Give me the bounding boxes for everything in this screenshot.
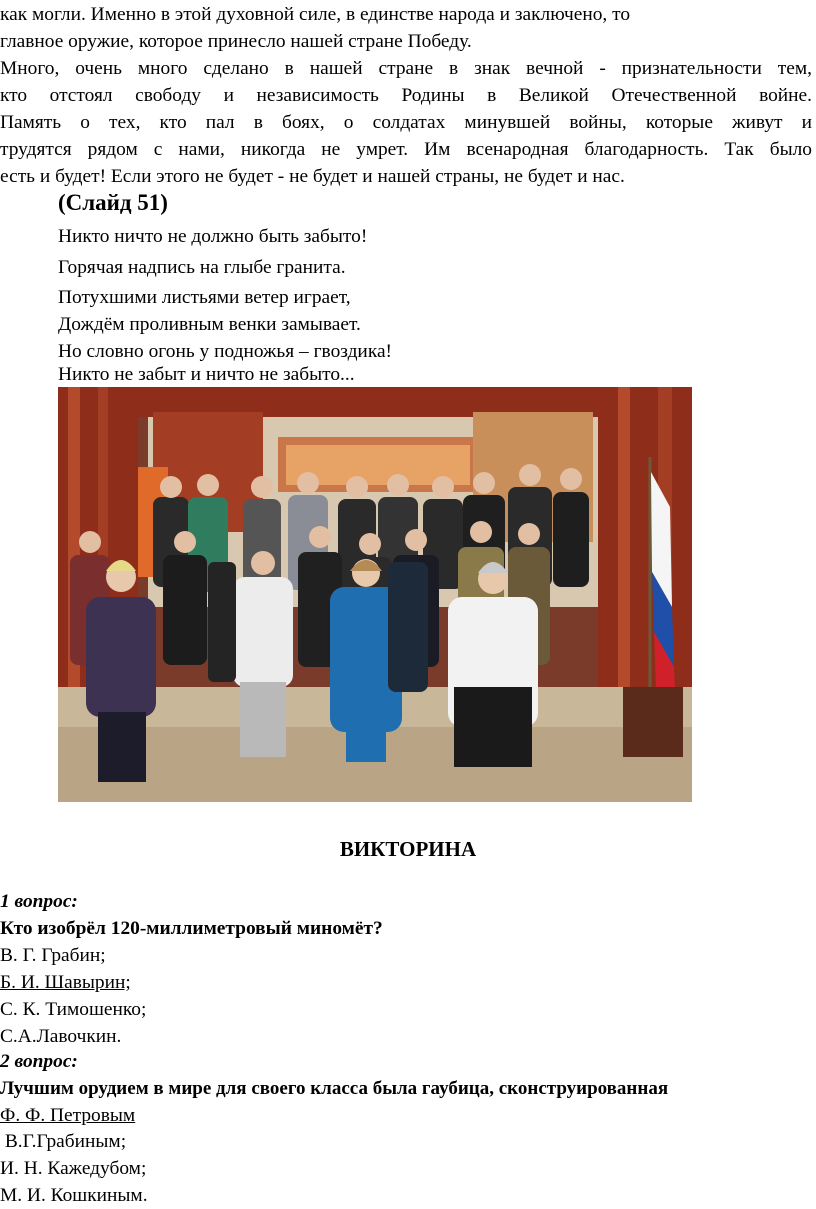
poem-line: Дождём проливным венки замывает. (58, 314, 361, 335)
group-photo (58, 387, 692, 802)
poem-line: Горячая надпись на глыбе гранита. (58, 257, 346, 278)
question-1-label: 1 вопрос: (0, 891, 78, 912)
poem-line: Никто не забыт и ничто не забыто... (58, 364, 355, 385)
answer-option: М. И. Кошкиным. (0, 1185, 148, 1206)
poem-line: Но словно огонь у подножья – гвоздика! (58, 341, 393, 362)
poem-line: Никто ничто не должно быть забыто! (58, 226, 368, 247)
paragraph-line: есть и будет! Если этого не будет - не будет и нашей страны, не будет и нас. (0, 166, 625, 187)
answer-option-correct: Ф. Ф. Петровым (0, 1105, 136, 1126)
paragraph-line: трудятся рядом с нами, никогда не умрет. Им всенародная благодарность. Так было (0, 139, 812, 160)
answer-option: С.А.Лавочкин. (0, 1026, 122, 1047)
answer-option: И. Н. Кажедубом; (0, 1158, 147, 1179)
poem-line: Потухшими листьями ветер играет, (58, 287, 351, 308)
question-2-label: 2 вопрос: (0, 1051, 78, 1072)
slide-label: (Слайд 51) (58, 190, 168, 215)
intro-line-1: как могли. Именно в этой духовной силе, в единстве народа и заключено, то (0, 4, 631, 25)
answer-option: В. Г. Грабин; (0, 945, 106, 966)
paragraph-line: Память о тех, кто пал в боях, о солдатах минувшей войны, которые живут и (0, 112, 812, 133)
paragraph-line: кто отстоял свободу и независимость Родины в Великой Отечественной войне. (0, 85, 812, 106)
quiz-title: ВИКТОРИНА (339, 837, 477, 861)
question-2-text: Лучшим орудием в мире для своего класса была гаубица, сконструированная (0, 1078, 669, 1099)
intro-line-2: главное оружие, которое принесло нашей стране Победу. (0, 31, 472, 52)
intro-paragraph (0, 57, 812, 192)
question-1-text: Кто изобрёл 120-миллиметровый миномёт? (0, 918, 383, 939)
answer-option-correct: Б. И. Шавырин; (0, 972, 131, 993)
answer-option: В.Г.Грабиным; (0, 1131, 127, 1152)
paragraph-line: Много, очень много сделано в нашей стране в знак вечной - признательности тем, (0, 58, 812, 79)
answer-option: С. К. Тимошенко; (0, 999, 147, 1020)
